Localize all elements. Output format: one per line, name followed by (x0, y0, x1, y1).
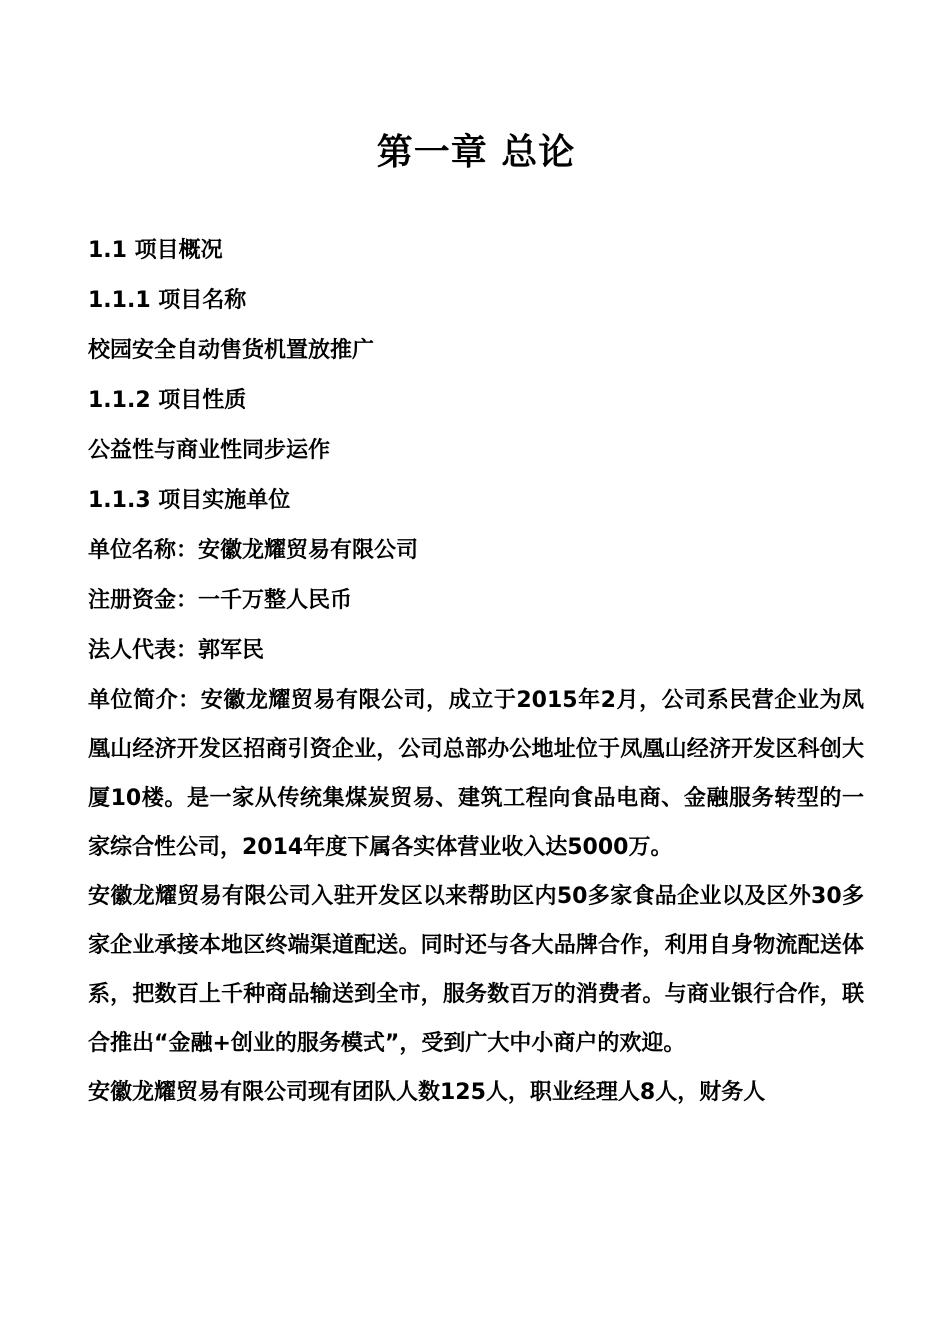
unit-name-text: 单位名称：安徽龙耀贸易有限公司 (88, 538, 419, 563)
section-heading-1-1-3: 1.1.3 项目实施单位 (88, 488, 291, 513)
section-heading-1-1-2: 1.1.2 项目性质 (88, 388, 247, 413)
chapter-title: 第一章 总论 (376, 131, 576, 173)
project-nature-text: 公益性与商业性同步运作 (88, 438, 331, 463)
services-paragraph: 安徽龙耀贸易有限公司入驻开发区以来帮助区内50多家食品企业以及区外30多家企业承接本地区终端渠道配送。同时还与各大品牌合作，利用自身物流配送体系，把数百上千种商品输送到全市，服务数百万的消费者。与商业银行合作，联合推出“金融+创业的服务模式”，受到广大中小商户的欢迎。 (88, 884, 864, 1056)
document-body (88, 226, 864, 1117)
team-paragraph: 安徽龙耀贸易有限公司现有团队人数125人，职业经理人8人，财务人 (88, 1080, 766, 1105)
registered-capital-text: 注册资金：一千万整人民币 (88, 588, 353, 613)
intro-paragraph: 单位简介：安徽龙耀贸易有限公司，成立于2015年2月，公司系民营企业为凤凰山经济开发区招商引资企业，公司总部办公地址位于凤凰山经济开发区科创大厦10楼。是一家从传统集煤炭贸易、建筑工程向食品电商、金融服务转型的一家综合性公司，2014年度下属各实体营业收入达5000万。 (88, 688, 864, 860)
section-heading-1-1-1: 1.1.1 项目名称 (88, 288, 247, 313)
section-heading-1-1: 1.1 项目概况 (88, 238, 223, 263)
project-name-text: 校园安全自动售货机置放推广 (88, 338, 375, 363)
legal-rep-text: 法人代表：郭军民 (88, 638, 265, 663)
